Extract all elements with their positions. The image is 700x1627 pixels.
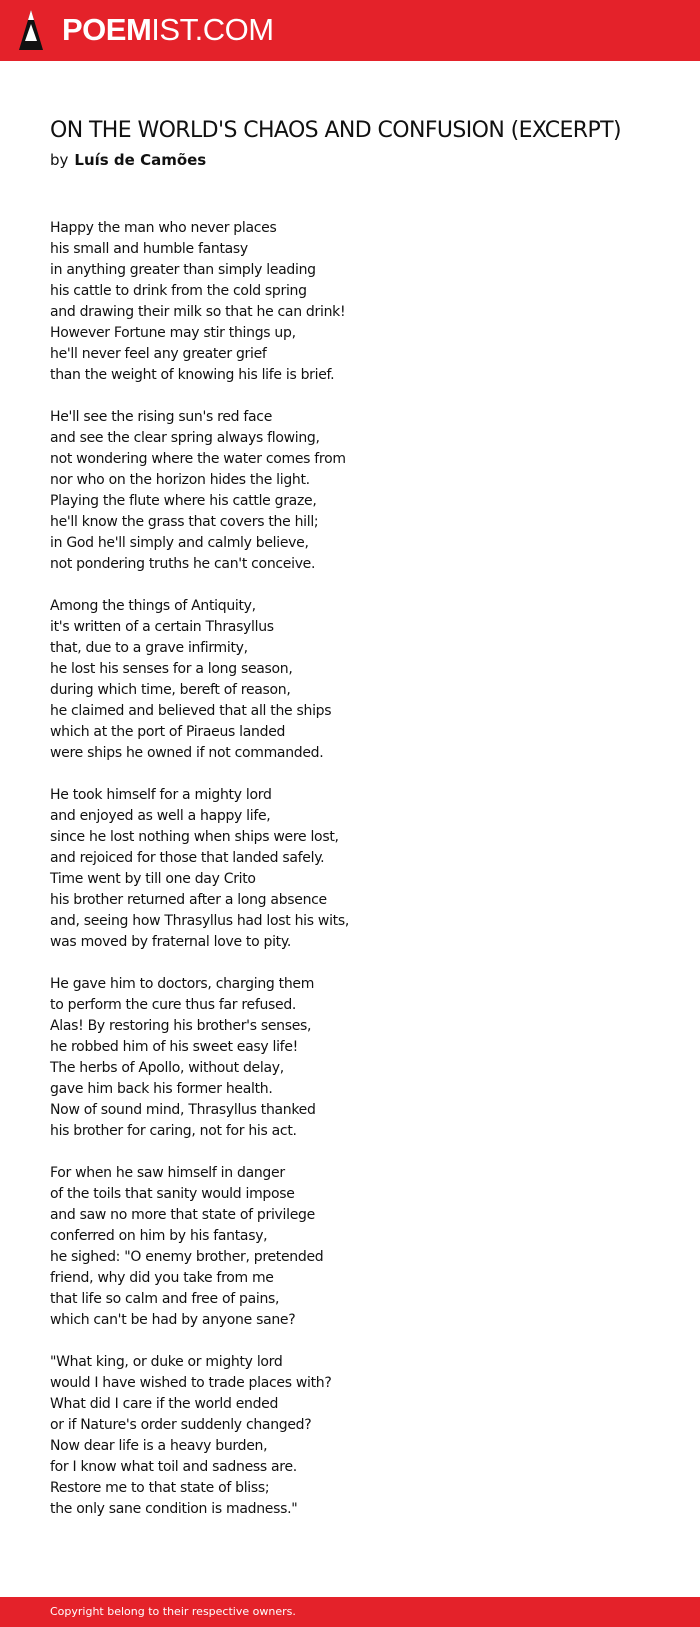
stanza: [50, 596, 650, 764]
poem-line: Among the things of Antiquity,: [50, 598, 256, 614]
poem-line: which can't be had by anyone sane?: [50, 1312, 296, 1328]
poem-title: ON THE WORLD'S CHAOS AND CONFUSION (EXCERPT): [50, 118, 621, 143]
poem-line: He took himself for a mighty lord: [50, 787, 272, 803]
poem-line: than the weight of knowing his life is brief.: [50, 367, 335, 383]
stanza: [50, 974, 650, 1142]
poem-line: For when he saw himself in danger: [50, 1165, 285, 1181]
poem-line: not pondering truths he can't conceive.: [50, 556, 316, 572]
poem-line: Time went by till one day Crito: [50, 871, 256, 887]
poem-line: he claimed and believed that all the ships: [50, 703, 332, 719]
poem-line: "What king, or duke or mighty lord: [50, 1354, 283, 1370]
poem-line: since he lost nothing when ships were lost,: [50, 829, 339, 845]
poem-line: that, due to a grave infirmity,: [50, 640, 248, 656]
poem-line: he robbed him of his sweet easy life!: [50, 1039, 298, 1055]
poem-line: and drawing their milk so that he can drink!: [50, 304, 346, 320]
poem-line: What did I care if the world ended: [50, 1396, 279, 1412]
poem-line: The herbs of Apollo, without delay,: [50, 1060, 284, 1076]
poem-line: and see the clear spring always flowing,: [50, 430, 320, 446]
stanza: [50, 1352, 650, 1520]
poem-line: and saw no more that state of privilege: [50, 1207, 315, 1223]
poem-line: he'll never feel any greater grief: [50, 346, 267, 362]
logo-light-text: IST.COM: [151, 12, 274, 47]
poem-line: Playing the flute where his cattle graze,: [50, 493, 317, 509]
poem-line: He gave him to doctors, charging them: [50, 976, 315, 992]
logo-bold-text: POEM: [62, 12, 152, 47]
poem-line: he lost his senses for a long season,: [50, 661, 293, 677]
site-header: [0, 0, 700, 61]
stanza: [50, 785, 650, 953]
poem-line: his brother for caring, not for his act.: [50, 1123, 297, 1139]
site-logo[interactable]: [62, 11, 274, 49]
poem-line: conferred on him by his fantasy,: [50, 1228, 268, 1244]
poem-line: Restore me to that state of bliss;: [50, 1480, 270, 1496]
poem-line: in God he'll simply and calmly believe,: [50, 535, 309, 551]
poem-line: nor who on the horizon hides the light.: [50, 472, 310, 488]
poem-line: Happy the man who never places: [50, 220, 277, 236]
site-footer: [0, 1597, 700, 1627]
poem-line: his cattle to drink from the cold spring: [50, 283, 307, 299]
poem-line: of the toils that sanity would impose: [50, 1186, 295, 1202]
poem-line: Now dear life is a heavy burden,: [50, 1438, 268, 1454]
poem-line: Now of sound mind, Thrasyllus thanked: [50, 1102, 316, 1118]
poem-line: and, seeing how Thrasyllus had lost his wits,: [50, 913, 349, 929]
poem-line: in anything greater than simply leading: [50, 262, 316, 278]
poem-line: was moved by fraternal love to pity.: [50, 934, 292, 950]
poem-body: [50, 218, 650, 1541]
poem-line: during which time, bereft of reason,: [50, 682, 291, 698]
poem-line: friend, why did you take from me: [50, 1270, 274, 1286]
poem-line: and enjoyed as well a happy life,: [50, 808, 271, 824]
poem-line: He'll see the rising sun's red face: [50, 409, 273, 425]
poem-line: and rejoiced for those that landed safely.: [50, 850, 325, 866]
stanza: [50, 1163, 650, 1331]
poem-line: would I have wished to trade places with?: [50, 1375, 332, 1391]
byline: [50, 149, 206, 171]
author-name: Luís de Camões: [74, 151, 207, 169]
pencil-icon[interactable]: [16, 8, 46, 52]
poem-line: However Fortune may stir things up,: [50, 325, 296, 341]
poem-line: or if Nature's order suddenly changed?: [50, 1417, 312, 1433]
poem-line: for I know what toil and sadness are.: [50, 1459, 297, 1475]
poem-line: the only sane condition is madness.": [50, 1501, 298, 1517]
poem-line: not wondering where the water comes from: [50, 451, 346, 467]
poem-line: he sighed: "O enemy brother, pretended: [50, 1249, 324, 1265]
stanza: [50, 407, 650, 575]
copyright-text: Copyright belong to their respective owners.: [50, 1605, 296, 1618]
poem-line: to perform the cure thus far refused.: [50, 997, 297, 1013]
poem-line: he'll know the grass that covers the hill;: [50, 514, 319, 530]
poem-line: that life so calm and free of pains,: [50, 1291, 280, 1307]
poem-line: it's written of a certain Thrasyllus: [50, 619, 274, 635]
poem-line: were ships he owned if not commanded.: [50, 745, 324, 761]
by-label: by: [50, 151, 69, 169]
poem-line: which at the port of Piraeus landed: [50, 724, 286, 740]
poem-line: his small and humble fantasy: [50, 241, 248, 257]
poem-line: gave him back his former health.: [50, 1081, 273, 1097]
poem-line: his brother returned after a long absence: [50, 892, 327, 908]
stanza: [50, 218, 650, 386]
poem-line: Alas! By restoring his brother's senses,: [50, 1018, 312, 1034]
